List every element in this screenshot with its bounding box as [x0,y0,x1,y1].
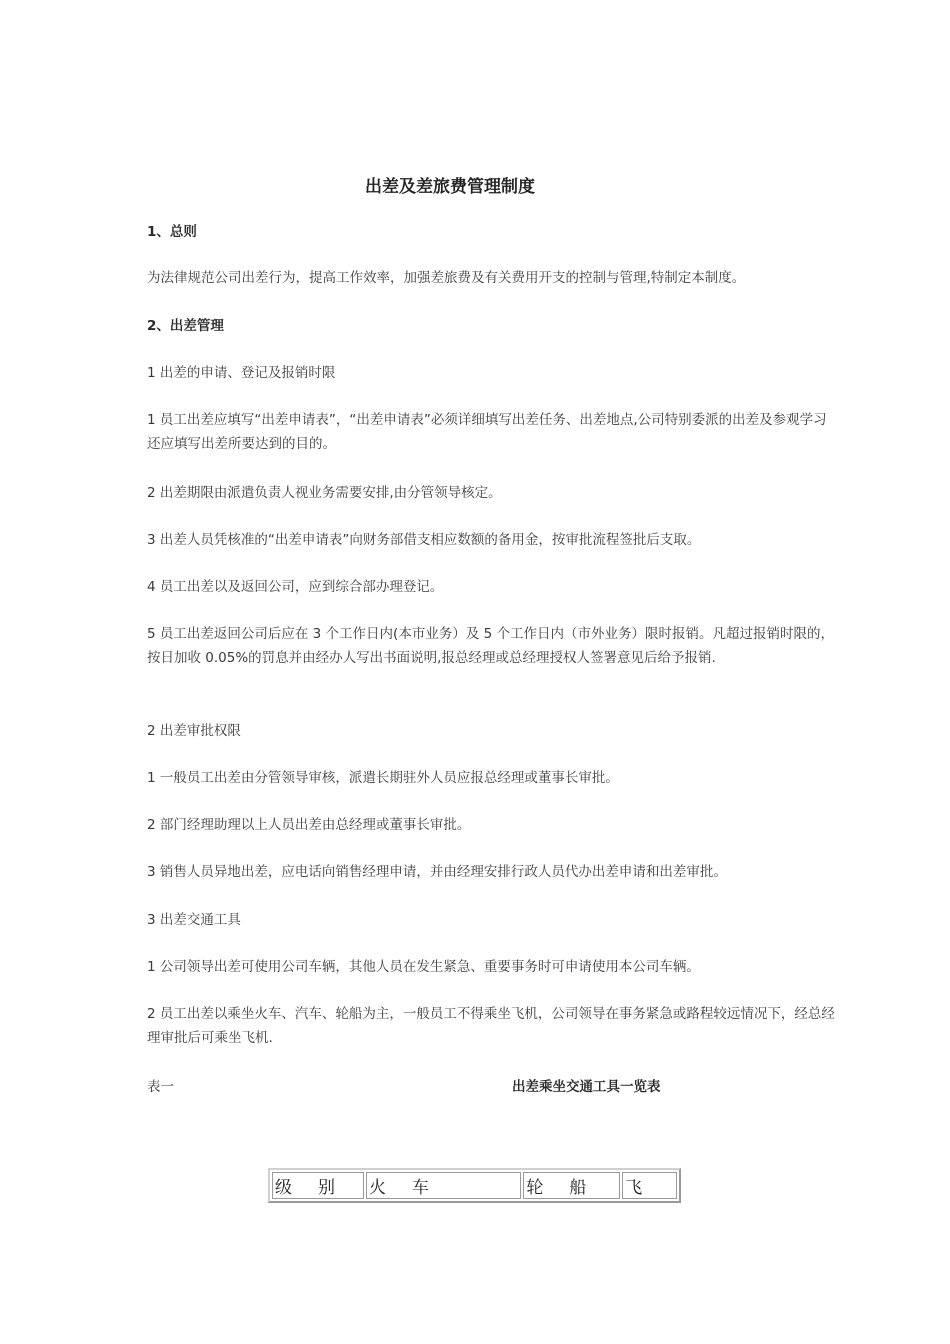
paragraph-approval-managers: 2 部门经理助理以上人员出差由总经理或董事长审批。 [147,817,471,833]
paragraph-reimbursement-deadline: 5 员工出差返回公司后应在 3 个工作日内(本市业务）及 5 个工作日内（市外业务）限时报销。凡超过报销时限的，按日加收 0.05%的罚息并由经办人写出书面说明,报总经理或总经理授权人签署意见后给予报销. [147,626,834,666]
paragraph-advance: 3 出差人员凭核准的“出差申请表”向财务部借支相应数额的备用金，按审批流程签批后支取。 [147,532,701,548]
subheading-application: 1 出差的申请、登记及报销时限 [147,365,336,381]
subheading-approval-authority: 2 出差审批权限 [147,723,241,739]
paragraph-approval-sales: 3 销售人员异地出差，应电话向销售经理申请，并由经理安排行政人员代办出差申请和出差审批。 [147,864,727,880]
transport-table [268,1168,681,1203]
paragraph-application-form: 1 员工出差应填写“出差申请表”，“出差申请表”必须详细填写出差任务、出差地点,公司特别委派的出差及参观学习还应填写出差所要达到的目的。 [147,412,827,452]
paragraph-transport-modes: 2 员工出差以乘坐火车、汽车、轮船为主，一般员工不得乘坐飞机，公司领导在事务紧急或路程较远情况下，经总经理审批后可乘坐飞机. [147,1006,835,1046]
header-cell-train: 火车 [366,1172,521,1199]
paragraph-approval-general: 1 一般员工出差由分管领导审核，派遣长期驻外人员应报总经理或董事长审批。 [147,770,619,786]
paragraph-duration: 2 出差期限由派遣负责人视业务需要安排,由分管领导核定。 [147,485,502,501]
table-label: 表一 [147,1079,174,1095]
subheading-transport: 3 出差交通工具 [147,912,241,928]
paragraph-purpose: 为法律规范公司出差行为，提高工作效率，加强差旅费及有关费用开支的控制与管理,特制定本制度。 [147,270,746,286]
paragraph-company-vehicles: 1 公司领导出差可使用公司车辆，其他人员在发生紧急、重要事务时可申请使用本公司车辆。 [147,959,700,975]
header-cell-level: 级别 [272,1172,364,1199]
section-heading-general: 1、总则 [147,224,197,240]
document-title: 出差及差旅费管理制度 [365,177,535,197]
paragraph-registration: 4 员工出差以及返回公司，应到综合部办理登记。 [147,579,444,595]
table-header-row [272,1172,677,1199]
header-cell-ship: 轮船 [523,1172,620,1199]
header-cell-plane: 飞 [622,1172,677,1199]
section-heading-travel-management: 2、出差管理 [147,318,224,334]
table-title: 出差乘坐交通工具一览表 [512,1079,661,1095]
